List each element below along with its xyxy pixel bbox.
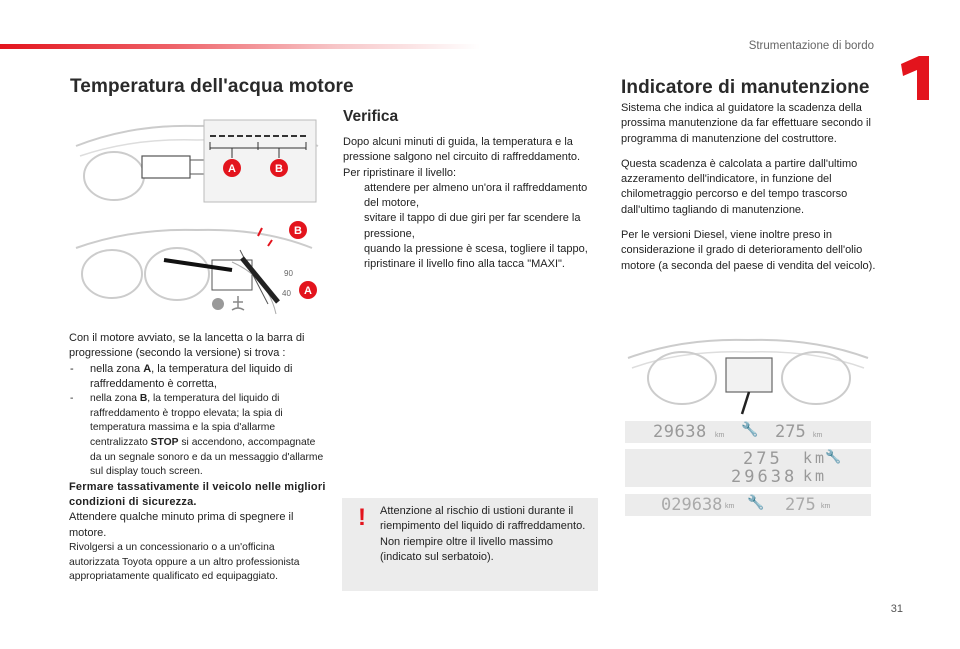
- service-value: 275: [785, 495, 816, 515]
- burn-warning-text: Attenzione al rischio di ustioni durante il riempimento del liquido di raffreddamento. Non riempire oltre il livello massimo (indicato sul serbatoio).: [380, 505, 586, 563]
- temperature-description: [69, 331, 327, 585]
- odometer-value: 029638: [661, 495, 723, 515]
- zone-b-label: B: [275, 163, 283, 175]
- odometer-unit: km: [803, 467, 828, 485]
- step-item: quando la pressione è scesa, togliere il tappo,: [364, 243, 588, 256]
- verifica-text: [343, 135, 597, 273]
- wrench-icon: 🔧: [741, 421, 759, 437]
- maintenance-paragraph: Sistema che indica al guidatore la scadenza della prossima manutenzione da far effettuare secondo il programma di manutenzione del costruttore.: [621, 102, 871, 145]
- step-item: ripristinare il livello fino alla tacca "MAXI".: [364, 258, 565, 271]
- step-item: svitare il tappo di due giri per far scendere la pressione,: [364, 212, 581, 240]
- gauge-label-90: 90: [284, 269, 293, 278]
- odometer-value: 29638: [731, 467, 798, 487]
- service-unit: km: [803, 449, 828, 467]
- zone-b-label-2: B: [294, 225, 302, 237]
- service-value: 275: [775, 422, 806, 442]
- section-title-water-temperature: Temperatura dell'acqua motore: [70, 76, 354, 97]
- restore-label: Per ripristinare il livello:: [343, 166, 457, 179]
- chapter-number: [895, 54, 935, 102]
- zone-a-label: A: [228, 163, 236, 175]
- zone-a-label-2: A: [304, 285, 312, 297]
- section-title-maintenance: Indicatore di manutenzione: [621, 77, 870, 98]
- service-unit: km: [813, 432, 823, 439]
- page-number: 31: [890, 603, 903, 615]
- maintenance-text: [621, 101, 883, 274]
- temperature-needle-figure: [72, 218, 322, 318]
- wrench-icon: 🔧: [747, 494, 765, 510]
- maintenance-paragraph: Per le versioni Diesel, viene inoltre preso in considerazione il grado di deterioramento dell'olio motore (a seconda del paese di vendita del veicolo).: [621, 229, 876, 272]
- zone-b-ref: B: [139, 393, 148, 405]
- instrument-cluster-figure: [622, 336, 874, 418]
- dealer-text: Rivolgersi a un concessionario o a un'officina autorizzata Toyota oppure a un altro professionista appropriatamente qualificato ed equipaggiato.: [69, 541, 300, 583]
- step-item: attendere per almeno un'ora il raffreddamento del motore,: [364, 181, 588, 210]
- wait-text: Attendere qualche minuto prima di spegnere il motore.: [69, 511, 294, 539]
- burn-warning-box: [342, 498, 598, 591]
- odometer-value: 29638: [653, 422, 707, 442]
- gauge-label-40: 40: [282, 289, 291, 298]
- list-item-zone-a: - nella zona A, la temperatura del liquido di raffreddamento è corretta,: [70, 362, 293, 390]
- service-display-1: [625, 421, 871, 443]
- service-unit: km: [821, 503, 831, 510]
- service-value: 275: [743, 449, 783, 469]
- running-header: Strumentazione di bordo: [748, 40, 874, 52]
- intro-text: Con il motore avviato, se la lancetta o la barra di progressione (secondo la versione) si trova :: [69, 332, 305, 360]
- header-accent-bar: [0, 44, 480, 49]
- stop-ref: STOP: [150, 436, 179, 448]
- zone-a-ref: A: [143, 362, 152, 375]
- odometer-unit: km: [715, 432, 725, 439]
- odometer-unit: km: [725, 503, 735, 510]
- list-bullet: -: [70, 362, 74, 375]
- list-bullet: -: [70, 393, 74, 405]
- temperature-bar-figure: [72, 116, 322, 211]
- verifica-intro: Dopo alcuni minuti di guida, la temperatura e la pressione salgono nel circuito di raffreddamento.: [343, 136, 581, 164]
- warning-icon: !: [358, 504, 366, 531]
- service-display-2: [625, 449, 871, 487]
- maintenance-paragraph: Questa scadenza è calcolata a partire dall'ultimo azzeramento dell'indicatore, in funzione del chilometraggio percorso e del tempo trascorso dall'ultimo tagliando di manutenzione.: [621, 157, 858, 216]
- service-display-3: [625, 494, 871, 516]
- wrench-icon: 🔧: [825, 449, 842, 464]
- list-item-zone-b: - nella zona B, la temperatura del liquido di raffreddamento è troppo elevata; la spia di temperatura massima e la spia d'allarme centralizzato STOP si accendono, accompagnate da un segnale sonoro e da un messaggio d'allarme sul display touch screen.: [70, 393, 324, 478]
- bold-warning: Fermare tassativamente il veicolo nelle migliori condizioni di sicurezza.: [69, 480, 326, 509]
- section-title-verifica: Verifica: [343, 108, 399, 125]
